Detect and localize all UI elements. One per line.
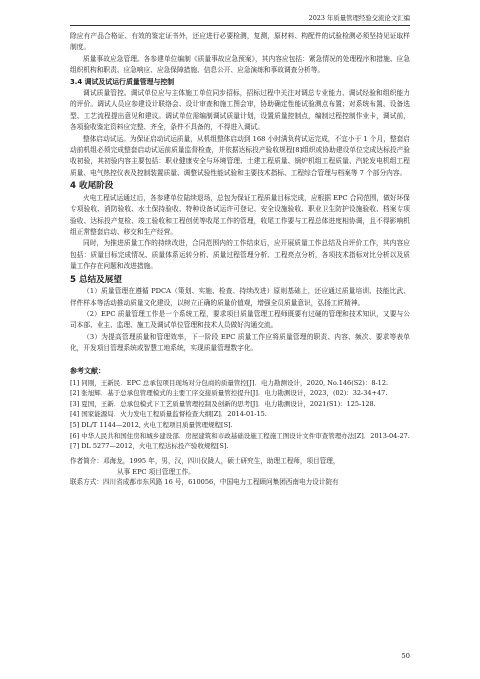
paragraph: 调试质量管控。调试单位应与主体施工单位同步招标，招标过程中关注对调总专业能力、调试经验和组织能力的评价。调试人员应参建设计联络会、设计审查和施工图会审，协助确定性能试验测点布置；对系统布置、设备选型、工艺流程提出意见和建议。调试单位需编制调试质量计划，设置质量控制点，编制过程控制作业卡，调试前，各项验收鉴定资料应完整、齐全，条件不具备的，不得进入调试。 — [70, 89, 410, 132]
author-contact: 联系方式：四川省成都市东风路 16 号，610056，中国电力工程顾问集团西南电力设计院有 — [70, 478, 339, 487]
reference-item — [70, 409, 410, 420]
article-body — [70, 31, 410, 488]
header-rule — [70, 25, 410, 26]
reference-number: [6] — [70, 431, 80, 440]
reference-text: 张旭辉．基于总承包管理模式的主要工序交接质量管控提升[J]．电力勘测设计，2023，(02)：32-34+47. — [81, 389, 388, 398]
reference-item — [70, 441, 410, 452]
reference-item — [70, 399, 410, 410]
section-heading: 3.4 调试及试运行质量管理与控制 — [70, 77, 175, 86]
reference-text: DL 5277—2012，火电工程达标投产验收规程[S]. — [81, 442, 229, 451]
reference-item — [70, 388, 410, 399]
paragraph: 整体启动试运。为保证启动试运质量，从机组整体启动到 168 小时满负荷试运完成，不宜小于 1 个月，整套启动前机组必须完成整套启动试运前质量监督检查，并依据达标投产验收规程[8]组织或协助建设单位完成达标投产验收初验，其初验内容主要包括：职业健康安全与环境管理、土建工程质量、锅炉机组工程质量、汽轮发电机组工程质量、电气热控仪表及控制装置质量、调整试验性能试验和主要技术指标、工程综合管理与档案等 7 个部分内容。 — [70, 134, 410, 177]
reference-number: [3] — [70, 399, 80, 408]
reference-number: [1] — [70, 378, 80, 387]
section-heading: 5 总结及展望 — [70, 274, 122, 285]
reference-number: [7] — [70, 442, 80, 451]
page-number: 50 — [401, 652, 410, 660]
paragraph: （2）EPC 质量管理工作是一个系统工程，要求项目质量管理工程师既要有过硬的管理和技术知识，又要与公司本部、业主、监理、施工及调试单位管理和技术人员做好沟通交流。 — [70, 309, 410, 330]
references-title: 参考文献： — [70, 366, 105, 375]
reference-item — [70, 420, 410, 431]
reference-text: 国家能源局．火力发电工程质量监督检查大纲[Z]．2014-01-15. — [81, 410, 267, 419]
reference-text: 同刚，王新民．EPC 总承包项目现场对分包商的质量管控[J]．电力勘测设计，2020, No.146(S2)：8-12. — [81, 378, 389, 387]
reference-item — [70, 378, 410, 389]
paragraph: 质量事故应急管理。各参建单位编制《质量事故应急预案》，其内容应包括：紧急情况的处理程序和措施、应急组织机构和职责、应急响应、应急保障措施、信息公开、应急演练和事故调查分析等。 — [70, 54, 410, 75]
paragraph: （1）质量管理在遵循 PDCA（策划、实施、检查、持续改进）原则基础上，还应通过质量培训、技能比武、伴件样本等活动推动质量文化建设，以树立正确的质量价值观，增强全员质量意识，弘扬工匠精神。 — [70, 287, 410, 307]
reference-item — [70, 431, 410, 442]
author-info — [70, 456, 410, 488]
section-heading: 4 收尾阶段 — [70, 181, 114, 192]
paragraph: 除应有产品合格证、有效的鉴定证书外，还应进行必要检测，复测，原材料、构配件的试验检测必须坚持见证取样制度。 — [70, 32, 410, 52]
reference-text: 中华人民共和国住房和城乡建设部．房屋建筑和市政基础设施工程施工图设计文件审查管理办法[Z]．2013-04-27. — [81, 431, 410, 440]
reference-number: [4] — [70, 410, 80, 419]
running-header: 2023 年质量管理经验交流论文汇编 — [308, 14, 410, 22]
reference-number: [2] — [70, 389, 80, 398]
paragraph: 同时，为推进质量工作的持续改进，合同范围内的工作结束后，应开展质量工作总结及自评价工作，其内容应包括：质量目标完成情况、质量体系运转分析、质量过程管理分析、工程亮点分析，各项技术指标对比分析以及质量工作存在问题和改进措施。 — [70, 239, 410, 271]
reference-number: [5] — [70, 420, 80, 429]
reference-list — [70, 378, 410, 452]
author-bio-continued: 从事 EPC 项目管理工作。 — [117, 467, 195, 476]
reference-text: 夏国，王新．总承包模式下工艺质量管理控制及创新的思考[J]．电力勘测设计，2021(S1)：125-128. — [81, 399, 376, 408]
reference-text: DL/T 1144—2012, 火电工程项目质量管理规程[S]. — [81, 420, 233, 429]
author-bio: 作者简介：邓海龙，1995 年，男，汉，四川仪陇人，硕士研究生，助理工程师，项目管理， — [70, 456, 340, 465]
paragraph: 火电工程试运通过后，各参建单位陆续退场，总包为保证工程质量目标完成，应根据 EPC 合同范围，做好环保专项验收、消防验收、水土保持验收、特种设备试运许可登记、安全设施验收、职业卫生防护设施验收、档案专项验收、达标投产复检、竣工验收和工程创优等收尾工作的管理，收尾工作要与工程总体进度相协调，且不得影响机组正常整套启动、移交和生产经营。 — [70, 193, 410, 236]
paragraph: （3）为提高管理质量和管理效率，下一阶段 EPC 质量工作应将质量管理的职责、内容、频次、要求等表单化，开发项目管理系统或智慧工地系统，实现质量管理数字化。 — [70, 332, 410, 353]
